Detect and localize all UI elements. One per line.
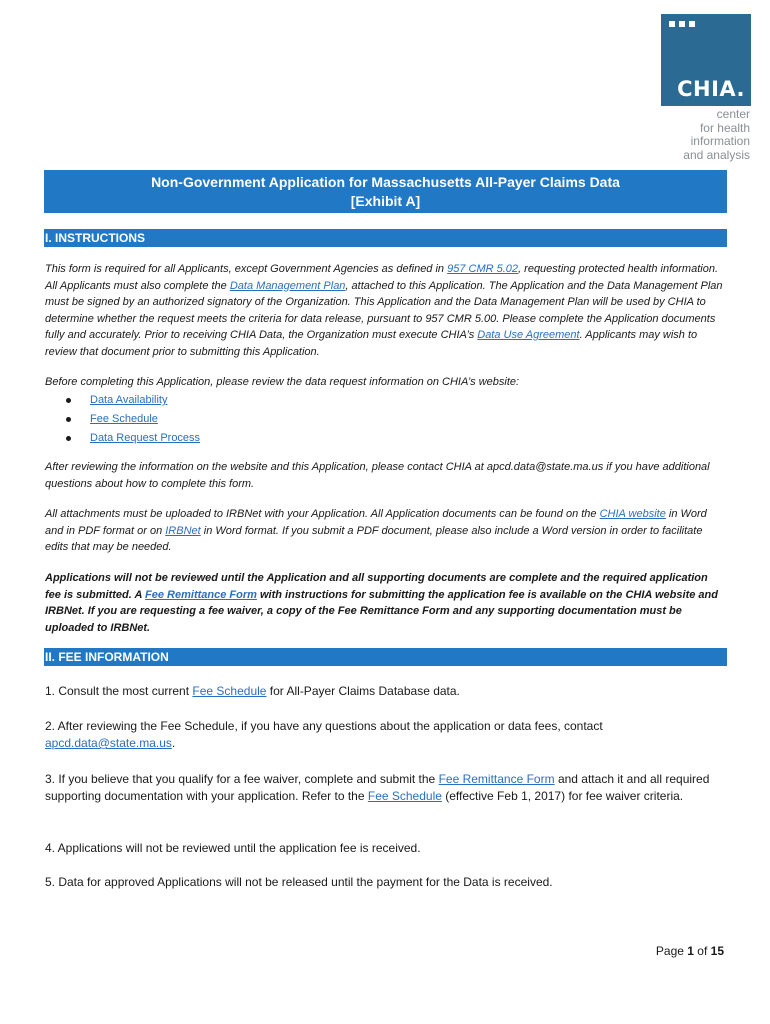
- list-item: [66, 429, 200, 448]
- fee-item-5: 5. Data for approved Applications will not be released until the payment for the Data is received.: [45, 875, 553, 889]
- data-request-process-link[interactable]: Data Request Process: [90, 432, 201, 444]
- website-links-list: [66, 391, 200, 448]
- bullet-icon: [66, 436, 71, 441]
- page-number: Page 1 of 15: [655, 944, 724, 958]
- review-intro: Before completing this Application, please review the data request information on CHIA’s website:: [45, 376, 520, 388]
- fee-schedule-link[interactable]: Fee Schedule: [192, 684, 267, 698]
- list-item: [66, 391, 200, 410]
- chia-website-link[interactable]: CHIA website: [599, 508, 666, 520]
- document-title: Non-Government Application for Massachusetts All-Payer Claims Data [Exhibit A]: [44, 170, 727, 213]
- fee-remittance-form-link[interactable]: Fee Remittance Form: [145, 588, 257, 601]
- contact-email-link[interactable]: apcd.data@state.ma.us: [45, 736, 172, 750]
- list-item: [66, 410, 200, 429]
- logo-dot-icon: [679, 21, 685, 27]
- bullet-icon: [66, 398, 71, 403]
- section-heading-instructions: I. INSTRUCTIONS: [44, 229, 727, 247]
- chia-logo: [661, 14, 751, 106]
- bullet-icon: [66, 417, 71, 422]
- instructions-paragraph: This form is required for all Applicants, except Government Agencies as defined in 957 CMR 5.02, requesting protected health information. All Applicants must also complete the Data Management Plan, attached to this Application. The Application and the Data Management Plan must be signed by an authorized signatory of the Organization. This Application and the Data Management Plan will be used by CHIA to determine whether the request meets the criteria for data release, pursuant to 957 CMR 5.00. Please complete the Application documents fully and accurately. Prior to receiving CHIA Data, the Organization must execute CHIA’s Data Use Agreement. Applicants may wish to review that document prior to submitting this Application.: [45, 263, 723, 358]
- attachments-paragraph: All attachments must be uploaded to IRBNet with your Application. All Application documents can be found on the CHIA website in Word and in PDF format or on IRBNet in Word format. If you submit a PDF document, please also include a Word version in order to facilitate edits that may be needed.: [45, 508, 707, 553]
- data-availability-link[interactable]: Data Availability: [90, 394, 168, 406]
- review-requirements-paragraph: Applications will not be reviewed until the Application and all supporting documents are complete and the required application fee is submitted. A Fee Remittance Form with instructions for submitting the application fee is available on the CHIA website and IRBNet. If you are requesting a fee waiver, a copy of the Fee Remittance Form and any supporting documentation must be uploaded to IRBNet.: [45, 572, 718, 634]
- irbnet-link[interactable]: IRBNet: [165, 524, 201, 537]
- data-use-agreement-link[interactable]: Data Use Agreement: [477, 329, 580, 341]
- fee-schedule-link[interactable]: Fee Schedule: [367, 789, 442, 803]
- fee-item-2: 2. After reviewing the Fee Schedule, if you have any questions about the application or data fees, contact apcd.data@state.ma.us.: [45, 719, 603, 750]
- contact-paragraph: After reviewing the information on the website and this Application, please contact CHIA at apcd.data@state.ma.us if you have additional questions about how to complete this form.: [45, 461, 710, 490]
- fee-item-4: 4. Applications will not be reviewed until the application fee is received.: [45, 841, 421, 855]
- fee-schedule-link[interactable]: Fee Schedule: [90, 413, 158, 425]
- data-management-plan-link[interactable]: Data Management Plan: [229, 279, 346, 292]
- fee-item-3: 3. If you believe that you qualify for a fee waiver, complete and submit the Fee Remittance Form and attach it and all required supporting documentation with your application. Refer to the Fee Schedule (effective Feb 1, 2017) for fee waiver criteria.: [45, 772, 710, 803]
- logo-tagline: center for health information and analysis: [683, 107, 750, 162]
- logo-wordmark: CHIA.: [677, 77, 745, 101]
- logo-dot-icon: [669, 21, 675, 27]
- fee-remittance-form-link[interactable]: Fee Remittance Form: [438, 772, 555, 786]
- fee-item-1: 1. Consult the most current Fee Schedule for All-Payer Claims Database data.: [45, 684, 460, 698]
- logo-dot-icon: [689, 21, 695, 27]
- cmr-link[interactable]: 957 CMR 5.02: [447, 263, 519, 275]
- section-heading-fee-information: II. FEE INFORMATION: [44, 648, 727, 666]
